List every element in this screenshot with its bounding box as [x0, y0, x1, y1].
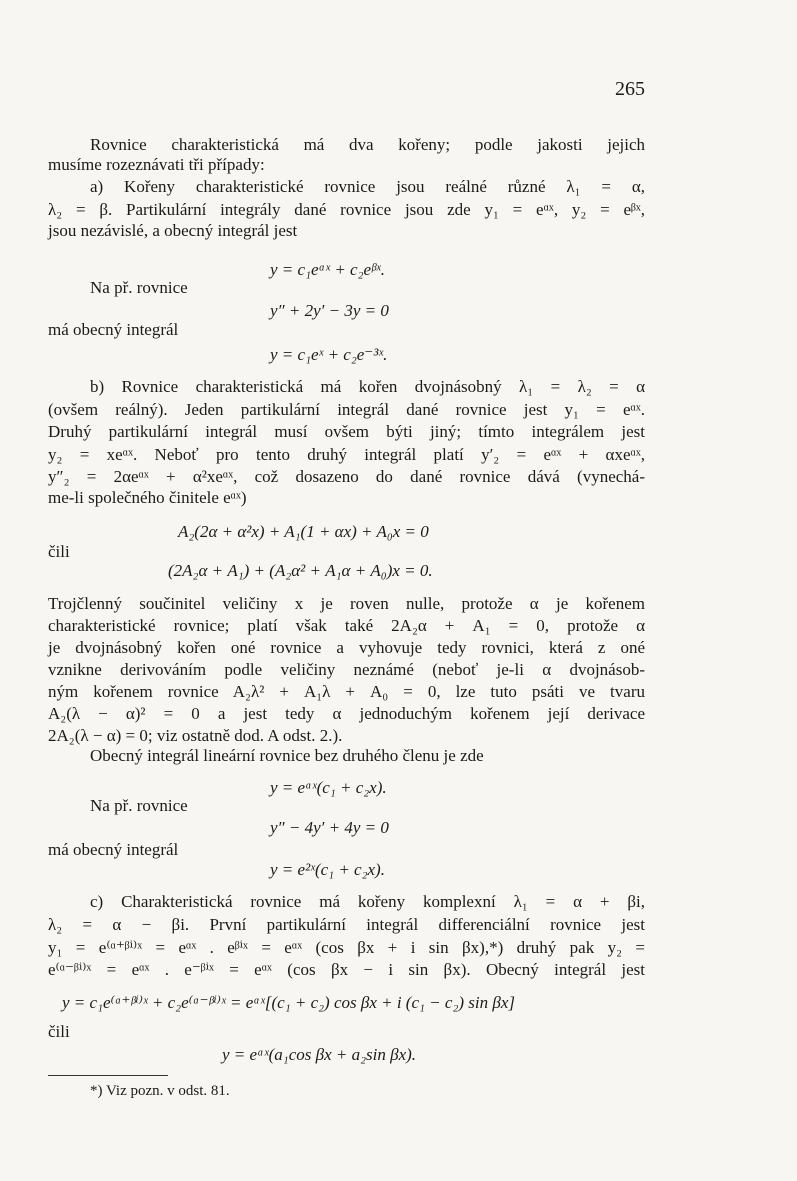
text-line: ným kořenem rovnice A₂λ² + A₁λ + A₀ = 0, lze tuto psáti ve tvaru — [48, 682, 645, 701]
page-number: 265 — [615, 78, 645, 100]
text-line: y₂ = xeᵅˣ. Neboť pro tento druhý integrál platí y′₂ = eᵅˣ + αxeᵅˣ, — [48, 445, 645, 464]
text-line: vznikne derivováním podle veličiny neznámé (neboť je-li α dvojnásob- — [48, 660, 645, 679]
text-line: a) Kořeny charakteristické rovnice jsou reálné různé λ₁ = α, — [90, 177, 645, 196]
text-line: Na př. rovnice — [90, 278, 188, 297]
text-line: A₂(λ − α)² = 0 a jest tedy α jednoduchým kořenem její derivace — [48, 704, 645, 723]
equation: y″ + 2y′ − 3y = 0 — [270, 301, 389, 320]
text-line: (ovšem reálný). Jeden partikulární integrál dané rovnice jest y₁ = eᵅˣ. — [48, 400, 645, 419]
text-line: je dvojnásobný kořen oné rovnice a vyhovuje tedy rovnici, která z oné — [48, 638, 645, 657]
equation: y = e²ˣ(c₁ + c₂x). — [270, 860, 385, 879]
text-line: λ₂ = β. Partikulární integrály dané rovnice jsou zde y₁ = eᵅˣ, y₂ = eᵝˣ, — [48, 200, 645, 219]
footnote-rule — [48, 1075, 168, 1076]
text-line: Druhý partikulární integrál musí ovšem býti jiný; tímto integrálem jest — [48, 422, 645, 441]
text-line: jsou nezávislé, a obecný integrál jest — [48, 221, 298, 240]
text-line: musíme rozeznávati tři případy: — [48, 155, 265, 174]
equation: y = c₁eᵅˣ + c₂eᵝˣ. — [270, 260, 385, 279]
text-line: 2A₂(λ − α) = 0; viz ostatně dod. A odst. 2.). — [48, 726, 343, 745]
text-line: c) Charakteristická rovnice má kořeny komplexní λ₁ = α + βi, — [90, 892, 645, 911]
text-line: Na př. rovnice — [90, 796, 188, 815]
text-line: má obecný integrál — [48, 840, 179, 859]
text-line: Rovnice charakteristická má dva kořeny; podle jakosti jejich — [90, 135, 645, 154]
text-line: čili — [48, 542, 70, 561]
text-line: λ₂ = α − βi. První partikulární integrál differenciální rovnice jest — [48, 915, 645, 934]
text-line: b) Rovnice charakteristická má kořen dvojnásobný λ₁ = λ₂ = α — [90, 377, 645, 396]
equation: y″ − 4y′ + 4y = 0 — [270, 818, 389, 837]
footnote: *) Viz pozn. v odst. 81. — [90, 1083, 230, 1099]
text-line: y₁ = e⁽ᵅ⁺ᵝⁱ⁾ˣ = eᵅˣ . eᵝⁱˣ = eᵅˣ (cos βx + i sin βx),*) druhý pak y₂ = — [48, 938, 645, 957]
equation: y = eᵅˣ(c₁ + c₂x). — [270, 778, 387, 797]
text-line: má obecný integrál — [48, 320, 179, 339]
text-line: charakteristické rovnice; platí však také 2A₂α + A₁ = 0, protože α — [48, 616, 645, 635]
equation: y = c₁e⁽ᵅ⁺ᵝⁱ⁾ˣ + c₂e⁽ᵅ⁻ᵝⁱ⁾ˣ = eᵅˣ[(c₁ + c₂) cos βx + i (c₁ − c₂) sin βx] — [62, 993, 515, 1012]
text-line: čili — [48, 1022, 70, 1041]
text-line: Trojčlenný součinitel veličiny x je roven nulle, protože α je kořenem — [48, 594, 645, 613]
text-line: e⁽ᵅ⁻ᵝⁱ⁾ˣ = eᵅˣ . e⁻ᵝⁱˣ = eᵅˣ (cos βx − i sin βx). Obecný integrál jest — [48, 960, 645, 979]
text-line: Obecný integrál lineární rovnice bez druhého členu je zde — [90, 746, 484, 765]
text-line: y″₂ = 2αeᵅˣ + α²xeᵅˣ, což dosazeno do dané rovnice dává (vynechá- — [48, 467, 645, 486]
equation: A₂(2α + α²x) + A₁(1 + αx) + A₀x = 0 — [178, 522, 429, 541]
equation: y = c₁eˣ + c₂e⁻³ˣ. — [270, 345, 388, 364]
equation: (2A₂α + A₁) + (A₂α² + A₁α + A₀)x = 0. — [168, 561, 433, 580]
text-line: me-li společného činitele eᵅˣ) — [48, 488, 247, 507]
equation: y = eᵅˣ(a₁cos βx + a₂sin βx). — [222, 1045, 417, 1064]
